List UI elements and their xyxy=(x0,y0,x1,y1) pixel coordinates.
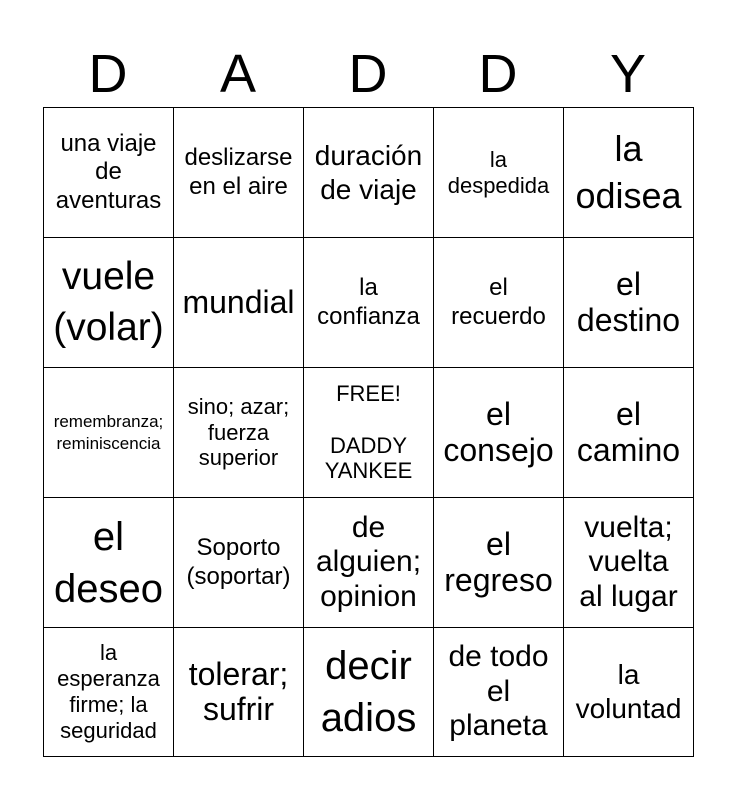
header-letter-4: D xyxy=(478,44,518,104)
bingo-cell[interactable] xyxy=(44,628,174,757)
cell-text: el deseo xyxy=(54,514,163,611)
cell-text: la odisea xyxy=(575,127,682,216)
header-letter-2: A xyxy=(219,44,257,104)
cell-text: la confianza xyxy=(317,274,420,330)
cell-text: el camino xyxy=(576,396,681,468)
bingo-cell[interactable] xyxy=(434,498,564,628)
bingo-cell[interactable] xyxy=(44,498,174,628)
cell-text: duración de viaje xyxy=(314,139,423,205)
cell-text: la esperanza firme; la seguridad xyxy=(57,640,160,743)
cell-text: de alguien; opinion xyxy=(315,510,422,613)
cell-text: vuele (volar) xyxy=(53,254,164,349)
bingo-cell[interactable] xyxy=(174,498,304,628)
bingo-cell[interactable] xyxy=(304,108,434,238)
bingo-cell[interactable] xyxy=(44,368,174,498)
bingo-cell[interactable] xyxy=(564,238,694,368)
free-space-cell[interactable] xyxy=(304,368,434,498)
cell-text: la voluntad xyxy=(575,659,682,724)
cell-text: mundial xyxy=(182,283,295,320)
cell-text: tolerar; sufrir xyxy=(188,655,289,727)
cell-text: decir adios xyxy=(320,644,417,740)
cell-text: remembranza; reminiscencia xyxy=(53,412,164,453)
cell-text: el recuerdo xyxy=(451,274,546,330)
bingo-cell[interactable] xyxy=(434,628,564,757)
cell-text: una viaje de aventuras xyxy=(55,130,162,214)
bingo-cell[interactable] xyxy=(564,368,694,498)
cell-text: el destino xyxy=(576,266,681,338)
cell-text: el regreso xyxy=(444,526,553,598)
bingo-cell[interactable] xyxy=(434,108,564,238)
bingo-header xyxy=(43,40,693,108)
cell-text: vuelta; vuelta al lugar xyxy=(579,510,678,613)
header-letter-1: D xyxy=(88,44,128,104)
bingo-cell[interactable] xyxy=(174,628,304,757)
bingo-cell[interactable] xyxy=(434,238,564,368)
cell-text: la despedida xyxy=(447,146,550,198)
header-letter-5: Y xyxy=(609,44,647,104)
bingo-card-grid xyxy=(43,107,694,757)
bingo-cell[interactable] xyxy=(44,108,174,238)
free-space-text: FREE! DADDY YANKEE xyxy=(324,380,413,484)
bingo-cell[interactable] xyxy=(564,628,694,757)
bingo-cell[interactable] xyxy=(304,628,434,757)
bingo-cell[interactable] xyxy=(564,108,694,238)
cell-text: de todo el planeta xyxy=(448,640,549,743)
bingo-cell[interactable] xyxy=(304,498,434,628)
cell-text: sino; azar; fuerza superior xyxy=(187,393,290,471)
bingo-cell[interactable] xyxy=(174,368,304,498)
bingo-cell[interactable] xyxy=(304,238,434,368)
bingo-cell[interactable] xyxy=(174,238,304,368)
cell-text: deslizarse en el aire xyxy=(184,144,293,200)
cell-text: Soporto (soportar) xyxy=(186,534,291,590)
bingo-cell[interactable] xyxy=(564,498,694,628)
bingo-cell[interactable] xyxy=(44,238,174,368)
bingo-cell[interactable] xyxy=(434,368,564,498)
cell-text: el consejo xyxy=(443,396,554,468)
header-letter-3: D xyxy=(348,44,388,104)
bingo-cell[interactable] xyxy=(174,108,304,238)
